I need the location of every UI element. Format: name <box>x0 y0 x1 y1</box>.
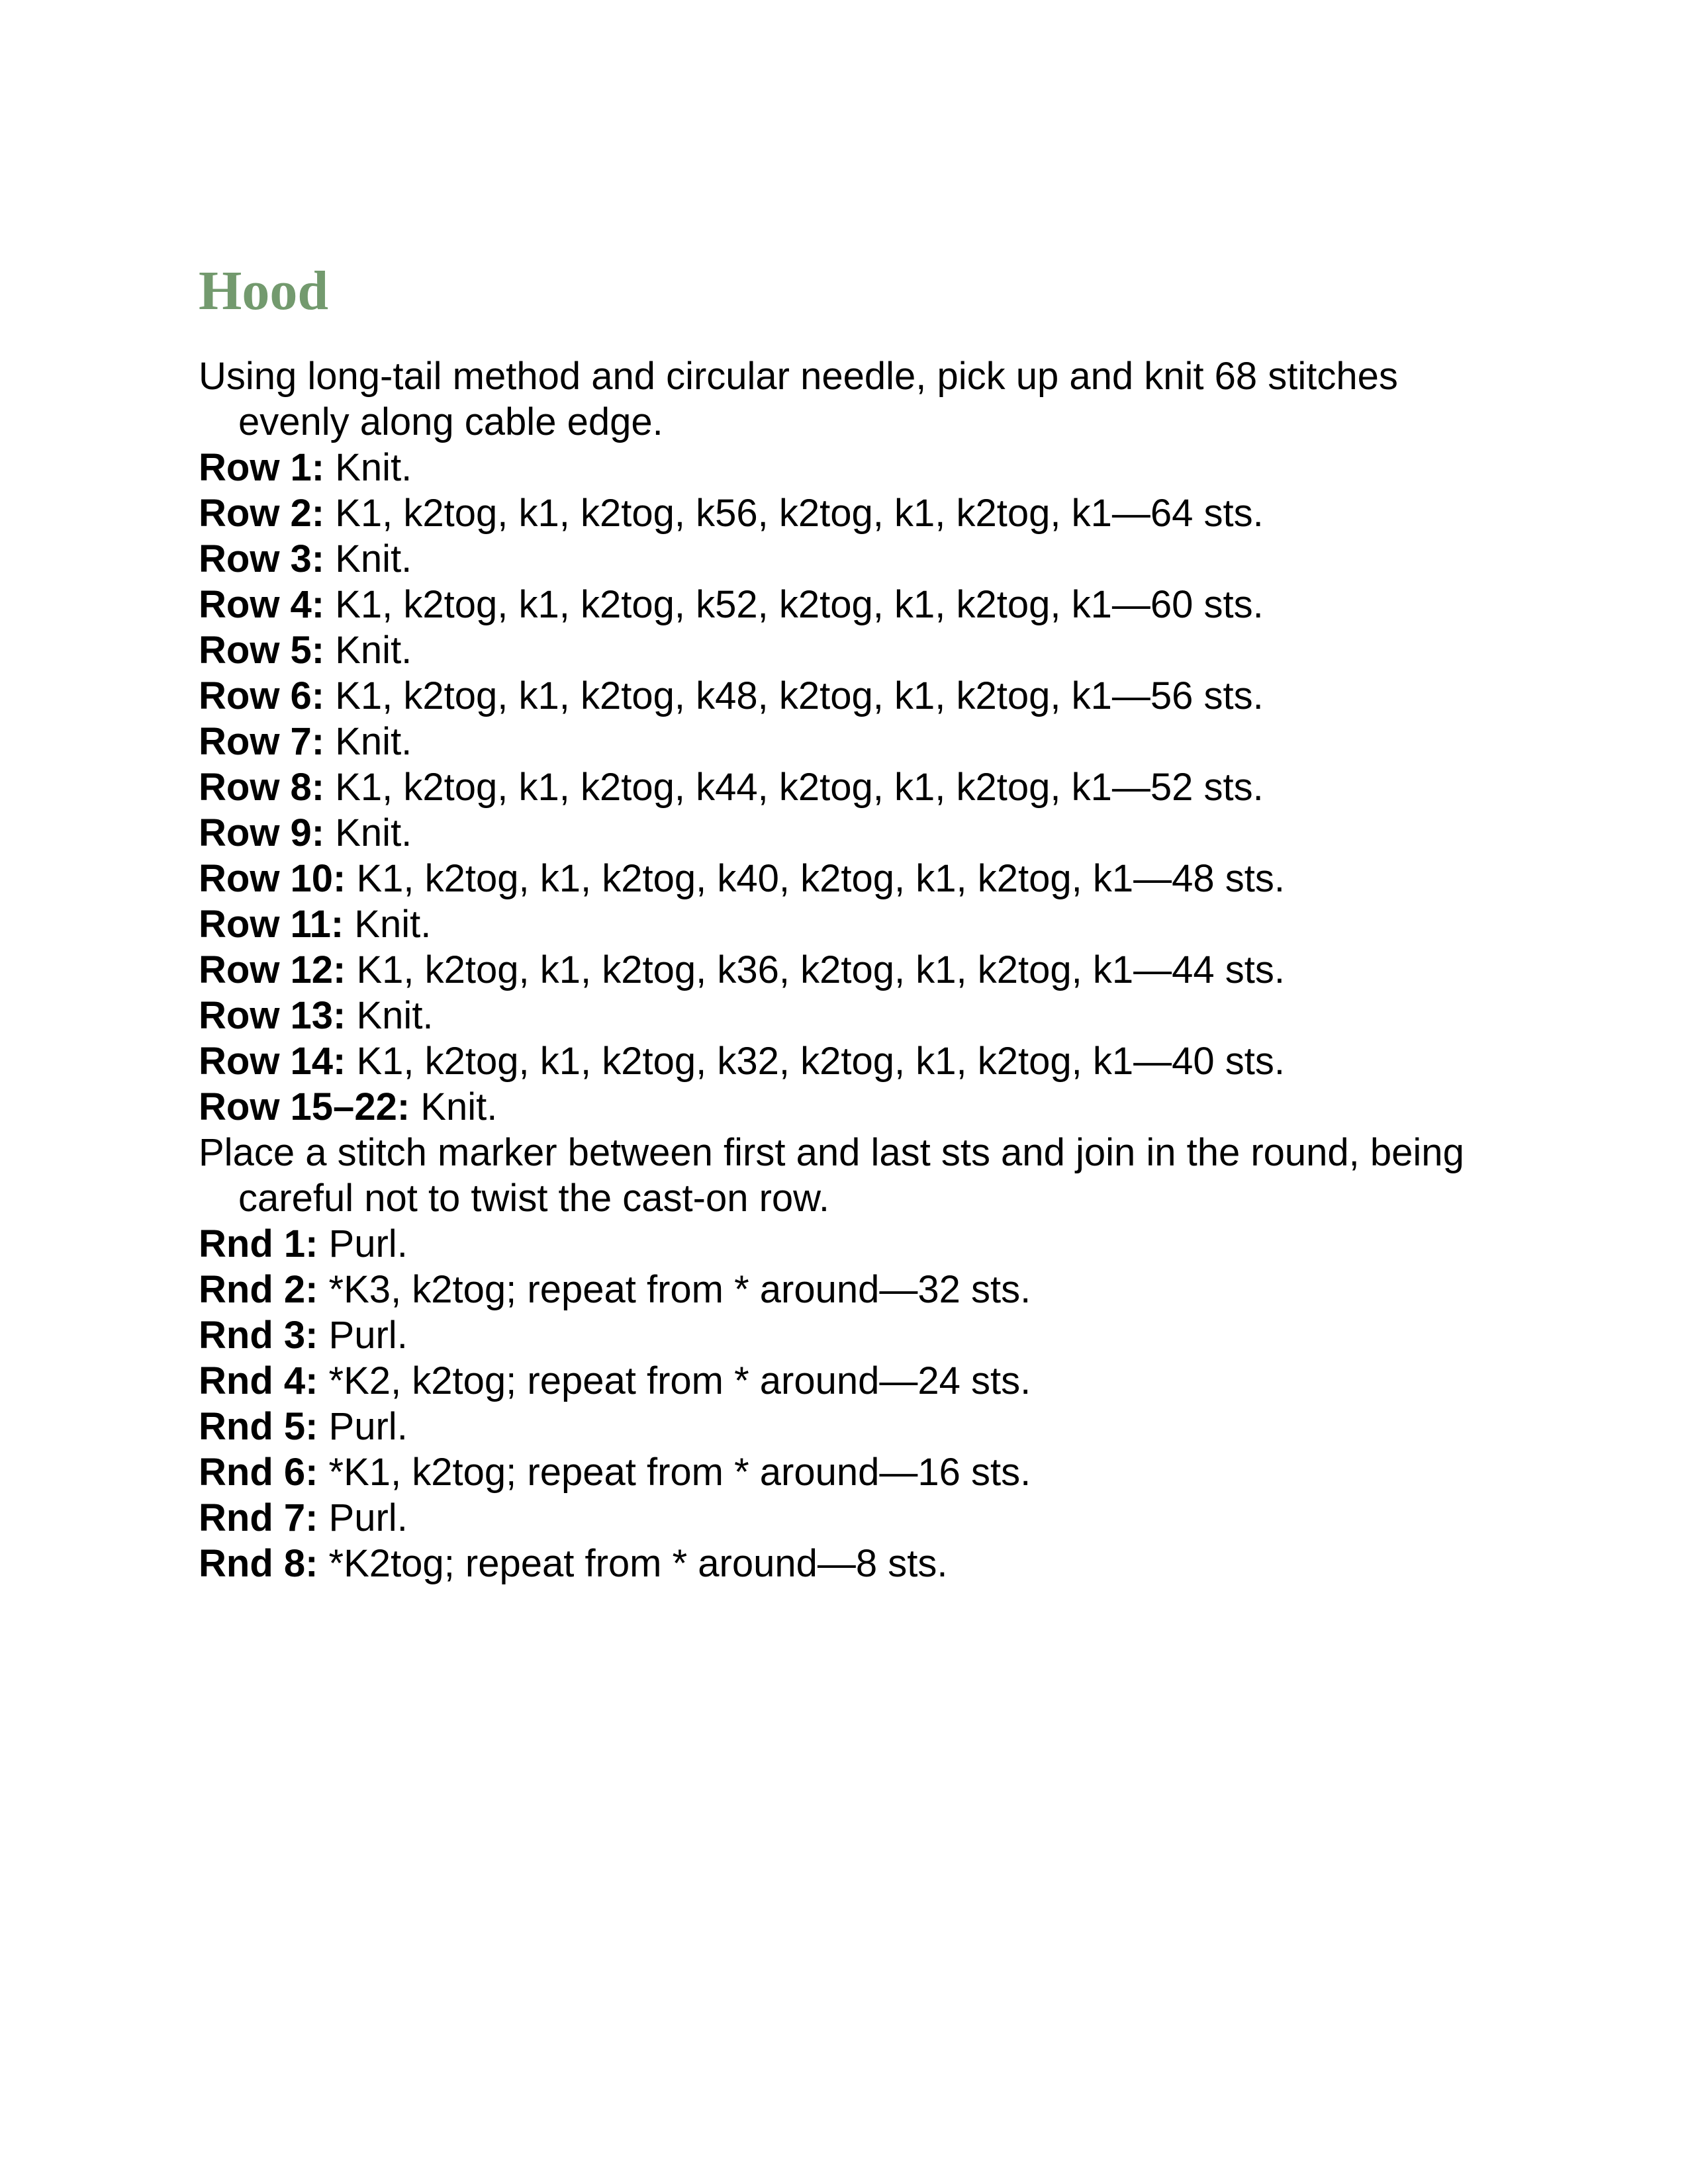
instruction-round-5 <box>199 1404 1489 1449</box>
row-text: K1, k2tog, k1, k2tog, k36, k2tog, k1, k2tog, k1—44 sts. <box>346 948 1285 991</box>
intro-paragraph: Using long-tail method and circular needle, pick up and knit 68 stitches evenly along cable edge. <box>199 355 1398 443</box>
round-label: Rnd 8: <box>199 1542 318 1585</box>
row-label: Row 14: <box>199 1040 346 1083</box>
round-text: *K3, k2tog; repeat from * around—32 sts. <box>318 1268 1031 1311</box>
row-label: Row 6: <box>199 674 325 717</box>
instruction-row-14 <box>199 1038 1489 1084</box>
round-text: Purl. <box>318 1314 408 1357</box>
round-instructions <box>199 1221 1489 1586</box>
row-label: Row 1: <box>199 446 325 489</box>
instruction-row-6 <box>199 673 1489 719</box>
round-text: *K2tog; repeat from * around—8 sts. <box>318 1542 948 1585</box>
join-note-paragraph: Place a stitch marker between first and last sts and join in the round, being careful not to twist the cast-on row. <box>199 1131 1464 1220</box>
instruction-round-6 <box>199 1449 1489 1495</box>
round-label: Rnd 7: <box>199 1496 318 1539</box>
instruction-row-1 <box>199 445 1489 490</box>
instruction-row-9 <box>199 810 1489 856</box>
instruction-row-11 <box>199 901 1489 947</box>
row-label: Row 3: <box>199 537 325 580</box>
row-label: Row 2: <box>199 492 325 535</box>
instruction-round-2 <box>199 1267 1489 1312</box>
instruction-row-10 <box>199 856 1489 901</box>
row-text: K1, k2tog, k1, k2tog, k44, k2tog, k1, k2tog, k1—52 sts. <box>324 766 1264 809</box>
row-label: Row 5: <box>199 629 325 672</box>
instruction-row-2 <box>199 490 1489 536</box>
row-text: K1, k2tog, k1, k2tog, k32, k2tog, k1, k2tog, k1—40 sts. <box>346 1040 1285 1083</box>
instruction-row-5 <box>199 627 1489 673</box>
round-label: Rnd 1: <box>199 1222 318 1265</box>
instruction-round-1 <box>199 1221 1489 1267</box>
row-text: K1, k2tog, k1, k2tog, k48, k2tog, k1, k2tog, k1—56 sts. <box>324 674 1264 717</box>
round-label: Rnd 2: <box>199 1268 318 1311</box>
row-text: Knit. <box>410 1085 498 1128</box>
row-text: Knit. <box>344 903 432 946</box>
round-text: Purl. <box>318 1496 408 1539</box>
row-label: Row 8: <box>199 766 325 809</box>
instruction-row-7 <box>199 719 1489 764</box>
instruction-row-15-22 <box>199 1084 1489 1130</box>
row-text: Knit. <box>324 811 412 854</box>
row-text: Knit. <box>324 629 412 672</box>
instruction-row-3 <box>199 536 1489 582</box>
instruction-row-13 <box>199 993 1489 1038</box>
row-text: Knit. <box>324 537 412 580</box>
row-label: Row 7: <box>199 720 325 763</box>
row-label: Row 11: <box>199 903 344 946</box>
round-text: Purl. <box>318 1405 408 1448</box>
row-text: Knit. <box>324 720 412 763</box>
section-title: Hood <box>199 260 329 322</box>
round-label: Rnd 5: <box>199 1405 318 1448</box>
row-label: Row 12: <box>199 948 346 991</box>
row-label: Row 13: <box>199 994 346 1037</box>
round-label: Rnd 6: <box>199 1451 318 1494</box>
document-page <box>199 259 1489 1586</box>
row-label: Row 10: <box>199 857 346 900</box>
row-instructions <box>199 445 1489 1130</box>
instruction-round-8 <box>199 1541 1489 1586</box>
instruction-row-4 <box>199 582 1489 627</box>
round-text: Purl. <box>318 1222 408 1265</box>
round-label: Rnd 4: <box>199 1359 318 1402</box>
round-label: Rnd 3: <box>199 1314 318 1357</box>
row-text: K1, k2tog, k1, k2tog, k56, k2tog, k1, k2tog, k1—64 sts. <box>324 492 1264 535</box>
round-text: *K1, k2tog; repeat from * around—16 sts. <box>318 1451 1031 1494</box>
round-text: *K2, k2tog; repeat from * around—24 sts. <box>318 1359 1031 1402</box>
row-label: Row 9: <box>199 811 325 854</box>
instruction-row-12 <box>199 947 1489 993</box>
row-text: K1, k2tog, k1, k2tog, k40, k2tog, k1, k2tog, k1—48 sts. <box>346 857 1285 900</box>
instruction-round-4 <box>199 1358 1489 1404</box>
row-label: Row 4: <box>199 583 325 626</box>
instruction-round-3 <box>199 1312 1489 1358</box>
instruction-round-7 <box>199 1495 1489 1541</box>
row-label: Row 15–22: <box>199 1085 410 1128</box>
row-text: Knit. <box>346 994 434 1037</box>
row-text: K1, k2tog, k1, k2tog, k52, k2tog, k1, k2tog, k1—60 sts. <box>324 583 1264 626</box>
row-text: Knit. <box>324 446 412 489</box>
instruction-row-8 <box>199 764 1489 810</box>
